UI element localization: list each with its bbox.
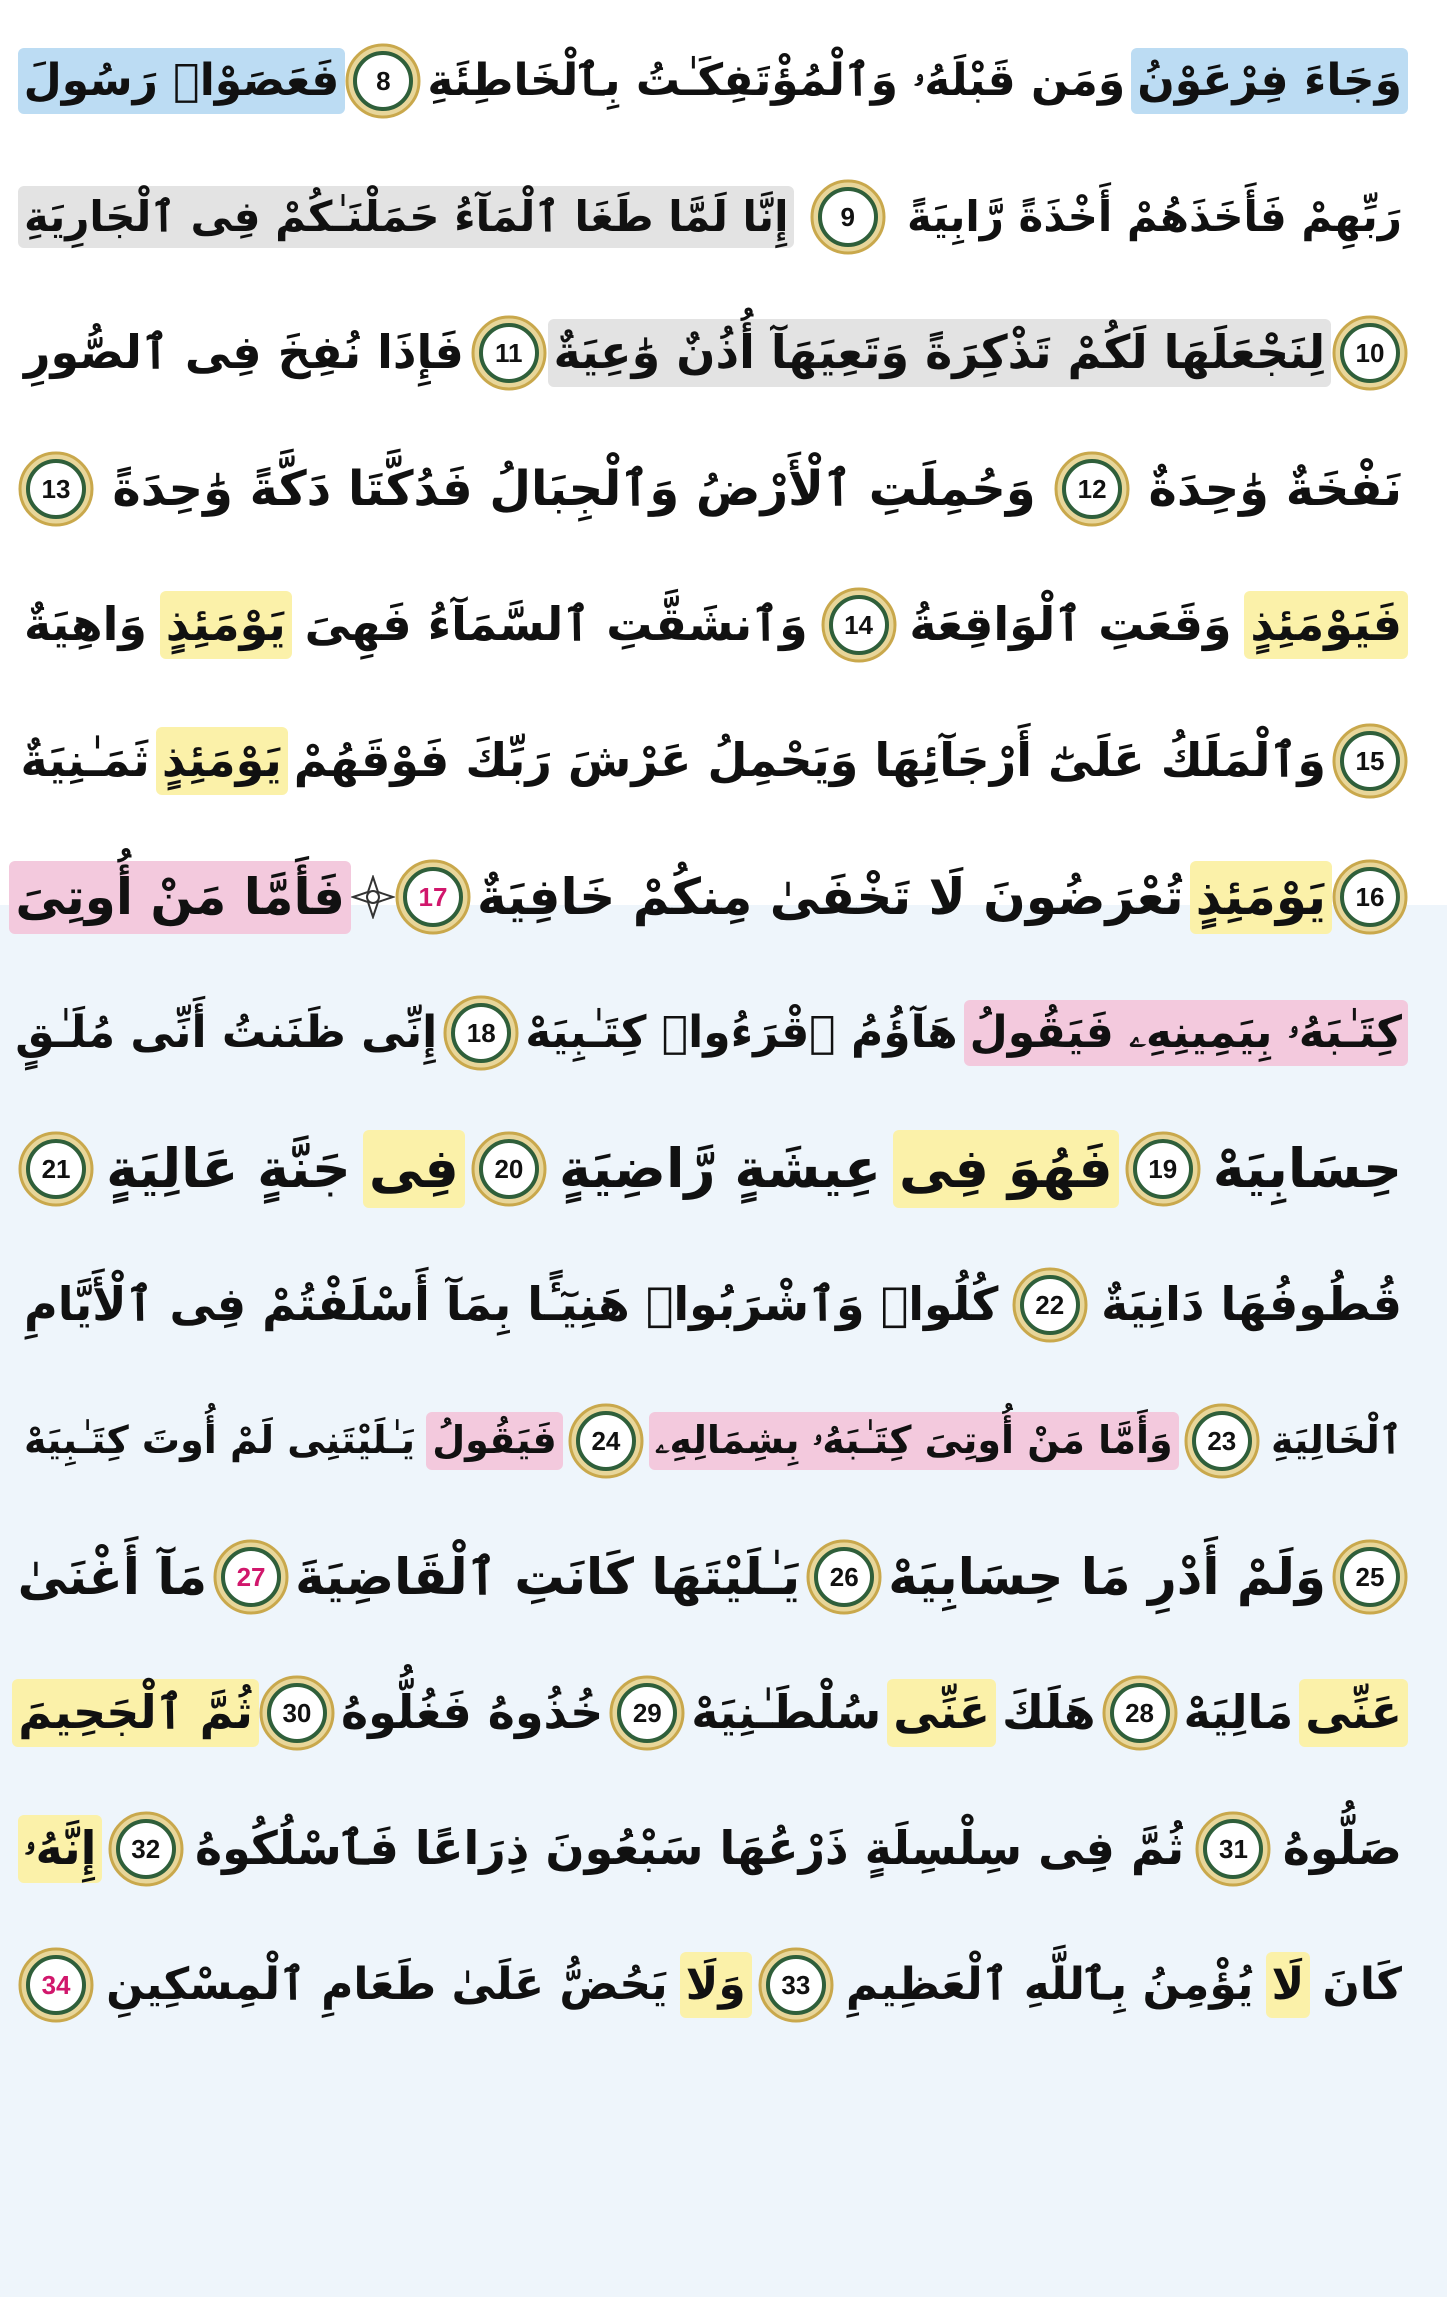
verse-number: 15	[1355, 745, 1385, 776]
verse-text-highlighted: لِنَجْعَلَهَا لَكُمْ تَذْكِرَةً وَتَعِيَهَآ أُذُنٌ وَٰعِيَةٌ	[548, 319, 1332, 387]
verse-number: 20	[494, 1153, 524, 1184]
quran-line-9	[8, 1106, 1418, 1232]
verse-number: 25	[1355, 1561, 1385, 1592]
verse-text: فَإِذَا نُفِخَ فِى ٱلصُّورِ	[24, 325, 464, 380]
verse-number: 18	[466, 1017, 496, 1048]
verse-end-marker[interactable]	[471, 315, 547, 391]
quran-line-7	[8, 834, 1418, 960]
verse-text-highlighted: فِى	[363, 1130, 465, 1208]
verse-text: يَـٰلَيْتَنِى لَمْ أُوتَ كِتَـٰبِيَهْ	[24, 1418, 416, 1463]
quran-line-5	[8, 562, 1418, 688]
quran-line-10	[8, 1242, 1418, 1368]
verse-text: قُطُوفُهَا دَانِيَةٌ	[1101, 1277, 1402, 1332]
verse-number: 16	[1355, 881, 1385, 912]
verse-text-highlighted: فَعَصَوْا۟ رَسُولَ	[18, 48, 346, 113]
verse-number: 12	[1077, 473, 1107, 504]
verse-text-highlighted: وَلَا	[680, 1952, 752, 2017]
verse-text: عِيشَةٍ رَّاضِيَةٍ	[558, 1136, 881, 1200]
verse-text: وَحُمِلَتِ ٱلْأَرْضُ وَٱلْجِبَالُ فَدُكَّتَا دَكَّةً وَٰحِدَةً	[112, 460, 1036, 517]
verse-end-marker[interactable]	[1125, 1131, 1201, 1207]
verse-end-marker[interactable]	[443, 995, 519, 1071]
quran-line-4	[8, 426, 1418, 552]
verse-number: 11	[494, 337, 523, 368]
verse-text-highlighted: فَهُوَ فِى	[893, 1130, 1119, 1208]
verse-text: جَنَّةٍ عَالِيَةٍ	[106, 1136, 351, 1200]
verse-end-marker[interactable]	[18, 451, 94, 527]
verse-number: 8	[376, 65, 391, 96]
verse-number: 31	[1219, 1833, 1248, 1864]
verse-text: مَالِيَهْ	[1183, 1685, 1294, 1740]
quran-line-8	[8, 970, 1418, 1096]
verse-text-highlighted: ثُمَّ ٱلْجَحِيمَ	[12, 1679, 259, 1747]
verse-text-highlighted: لَا	[1266, 1952, 1311, 2017]
verse-end-marker[interactable]	[806, 1539, 882, 1615]
verse-text: يُؤْمِنُ بِٱللَّهِ ٱلْعَظِيمِ	[845, 1959, 1254, 2011]
verse-text: صَلُّوهُ	[1282, 1821, 1402, 1876]
verse-text-highlighted: يَوْمَئِذٍ	[156, 727, 288, 795]
verse-number: 30	[282, 1697, 312, 1728]
verse-text: ثَمَـٰنِيَةٌ	[20, 733, 150, 788]
verse-number: 21	[41, 1153, 71, 1184]
verse-end-marker[interactable]	[1102, 1675, 1178, 1751]
verse-text-highlighted: وَجَاءَ فِرْعَوْنُ	[1131, 48, 1408, 113]
verse-number: 14	[844, 609, 874, 640]
verse-end-marker[interactable]	[1184, 1403, 1260, 1479]
verse-end-marker[interactable]	[345, 43, 421, 119]
verse-end-marker[interactable]	[18, 1947, 94, 2023]
verse-text: وَٱلْمَلَكُ عَلَىٰٓ أَرْجَآئِهَا وَيَحْمِلُ عَرْشَ رَبِّكَ فَوْقَهُمْ	[293, 733, 1326, 788]
verse-end-marker[interactable]	[1332, 1539, 1408, 1615]
verse-text-highlighted: يَوْمَئِذٍ	[1190, 861, 1332, 934]
verse-number: 27	[236, 1561, 266, 1592]
quran-line-11	[8, 1378, 1418, 1504]
verse-text-highlighted: يَوْمَئِذٍ	[160, 591, 292, 659]
verse-text: سُلْطَـٰنِيَهْ	[691, 1685, 882, 1740]
verse-text-highlighted: إِنَّهُۥ	[18, 1815, 102, 1883]
verse-number: 29	[632, 1697, 662, 1728]
verse-text: نَفْخَةٌ وَٰحِدَةٌ	[1148, 460, 1402, 517]
quran-line-13	[8, 1650, 1418, 1776]
quran-line-12	[8, 1514, 1418, 1640]
verse-text: وَاهِيَةٌ	[24, 597, 147, 652]
verse-text: إِنِّى ظَنَنتُ أَنِّى مُلَـٰقٍ	[15, 1007, 438, 1059]
verse-number: 13	[41, 473, 71, 504]
verse-text: ثُمَّ فِى سِلْسِلَةٍ ذَرْعُهَا سَبْعُونَ ذِرَاعًا فَٱسْلُكُوهُ	[195, 1821, 1185, 1876]
verse-number: 10	[1355, 337, 1385, 368]
verse-number: 9	[840, 201, 855, 232]
verse-text: خُذُوهُ فَغُلُّوهُ	[340, 1685, 604, 1740]
verse-text: كَانَ	[1322, 1959, 1402, 2011]
verse-text: هَآؤُمُ ٱقْرَءُوا۟ كِتَـٰبِيَهْ	[525, 1007, 958, 1059]
verse-number: 24	[591, 1425, 621, 1456]
verse-text-highlighted: فَيَوْمَئِذٍ	[1244, 591, 1408, 659]
verse-end-marker[interactable]	[810, 179, 886, 255]
verse-end-marker[interactable]	[471, 1131, 547, 1207]
verse-number: 28	[1125, 1697, 1154, 1728]
verse-text: حِسَابِيَهْ	[1212, 1136, 1402, 1200]
quran-line-14	[8, 1786, 1418, 1912]
verse-number: 34	[41, 1969, 71, 2000]
verse-text: وَلَمْ أَدْرِ مَا حِسَابِيَهْ	[888, 1547, 1326, 1606]
quran-line-6	[8, 698, 1418, 824]
verse-end-marker[interactable]	[1332, 723, 1408, 799]
verse-end-marker[interactable]	[1332, 315, 1408, 391]
verse-text: رَبِّهِمْ فَأَخَذَهُمْ أَخْذَةً رَّابِيَةً	[906, 191, 1402, 241]
verse-text: ٱلْخَالِيَةِ	[1270, 1418, 1402, 1463]
verse-text: كُلُوا۟ وَٱشْرَبُوا۟ هَنِيٓـًٔا بِمَآ أَسْلَفْتُمْ فِى ٱلْأَيَّامِ	[24, 1277, 999, 1332]
verse-text-highlighted: فَأَمَّا مَنْ أُوتِىَ	[9, 861, 351, 934]
quran-line-1	[8, 18, 1418, 144]
verse-end-marker[interactable]	[395, 859, 471, 935]
verse-end-marker[interactable]	[1195, 1811, 1271, 1887]
verse-text: مَآ أَغْنَىٰ	[17, 1547, 208, 1606]
hizb-star-icon	[351, 875, 395, 919]
verse-number: 32	[131, 1833, 161, 1864]
verse-end-marker[interactable]	[1054, 451, 1130, 527]
verse-end-marker[interactable]	[1012, 1267, 1088, 1343]
verse-text: هَلَكَ	[1002, 1685, 1096, 1740]
verse-number: 22	[1035, 1289, 1065, 1320]
verse-text: وَقَعَتِ ٱلْوَاقِعَةُ	[909, 597, 1232, 652]
verse-text: وَٱنشَقَّتِ ٱلسَّمَآءُ فَهِىَ	[304, 597, 808, 652]
verse-number: 17	[418, 881, 448, 912]
verse-text: يَـٰلَيْتَهَا كَانَتِ ٱلْقَاضِيَةَ	[295, 1547, 801, 1606]
verse-number: 26	[829, 1561, 859, 1592]
verse-end-marker[interactable]	[568, 1403, 644, 1479]
verse-text-highlighted: كِتَـٰبَهُۥ بِيَمِينِهِۦ فَيَقُولُ	[964, 1000, 1408, 1065]
verse-text: وَمَن قَبْلَهُۥ وَٱلْمُؤْتَفِكَـٰتُ بِٱلْخَاطِئَةِ	[427, 55, 1126, 107]
verse-end-marker[interactable]	[213, 1539, 289, 1615]
verse-text-highlighted: وَأَمَّا مَنْ أُوتِىَ كِتَـٰبَهُۥ بِشِمَالِهِۦ	[649, 1412, 1179, 1469]
quran-line-3	[8, 290, 1418, 416]
verse-text: يَحُضُّ عَلَىٰ طَعَامِ ٱلْمِسْكِينِ	[106, 1959, 668, 2011]
verse-end-marker[interactable]	[1332, 859, 1408, 935]
verse-end-marker[interactable]	[108, 1811, 184, 1887]
verse-text-highlighted: عَنِّى	[1299, 1679, 1408, 1747]
verse-end-marker[interactable]	[821, 587, 897, 663]
verse-text-highlighted: إِنَّا لَمَّا طَغَا ٱلْمَآءُ حَمَلْنَـٰكُمْ فِى ٱلْجَارِيَةِ	[18, 186, 794, 249]
verse-number: 23	[1207, 1425, 1237, 1456]
verse-text-highlighted: عَنِّى	[887, 1679, 996, 1747]
verse-end-marker[interactable]	[18, 1131, 94, 1207]
verse-number: 33	[781, 1969, 811, 2000]
quran-line-15	[8, 1922, 1418, 2048]
verse-number: 19	[1148, 1153, 1178, 1184]
verse-text-highlighted: فَيَقُولُ	[426, 1412, 563, 1469]
verse-end-marker[interactable]	[758, 1947, 834, 2023]
verse-end-marker[interactable]	[259, 1675, 335, 1751]
verse-text: تُعْرَضُونَ لَا تَخْفَىٰ مِنكُمْ خَافِيَةٌ	[477, 867, 1184, 926]
verse-end-marker[interactable]	[609, 1675, 685, 1751]
quran-line-2	[8, 154, 1418, 280]
